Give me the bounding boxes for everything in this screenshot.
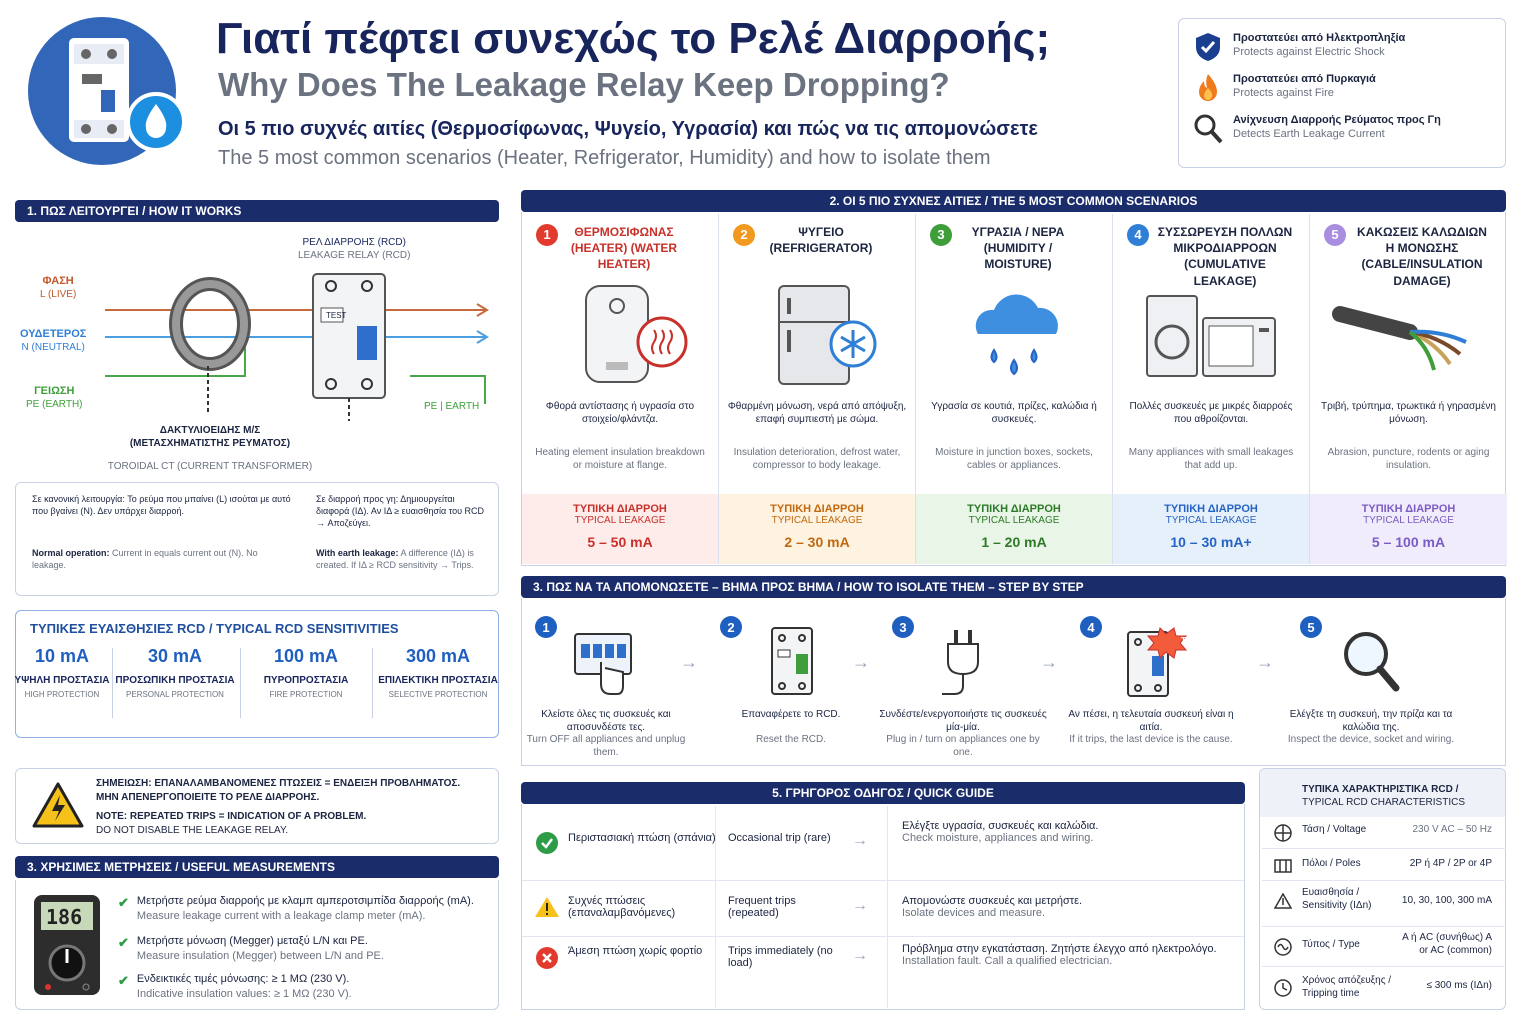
quick-guide-situation-en: Frequent trips (repeated) (728, 895, 796, 919)
earth-icon (1274, 893, 1292, 911)
characteristic-label: Πόλοι / Poles (1302, 858, 1361, 869)
characteristic-type (1262, 926, 1506, 966)
scenario-desc-gr: Υγρασία σε κουτιά, πρίζες, καλώδια ή συσκευές. (931, 401, 1097, 425)
sensitivity-value: 100 mA (273, 646, 339, 666)
scenario-desc-en: Heating element insulation breakdown or moisture at flange. (535, 447, 705, 471)
characteristic-label: Τύπος / Type (1302, 939, 1360, 950)
badge-shock-gr: Προστατεύει από Ηλεκτροπληξία (1233, 32, 1406, 44)
scenario-refrigerator (719, 214, 916, 564)
measurement-en: Measure insulation (Megger) between L/N and PE. (136, 949, 384, 962)
page-title-en: Why Does The Leakage Relay Keep Dropping? (218, 66, 950, 103)
quick-guide-row-frequent (522, 880, 1244, 936)
magnifier-icon (1193, 113, 1223, 145)
measurement-item (118, 894, 474, 924)
step-desc-en: If it trips, the last device is the cause. (1069, 734, 1233, 745)
quick-guide-situation-gr: Άμεση πτώση χωρίς φορτίο (568, 945, 703, 957)
section-how-it-works-title: 1. ΠΩΣ ΛΕΙΤΟΥΡΓΕΙ / HOW IT WORKS (15, 200, 499, 222)
scenario-cable-damage (1310, 214, 1507, 564)
warning-icon (534, 895, 560, 919)
measurement-gr: Μετρήστε ρεύμα διαρροής με κλαμπ αμπεροτσιμπίδα διαρροής (mA). (136, 895, 474, 907)
scenario-number: 4 (1127, 224, 1149, 246)
damaged-cable-icon (1310, 284, 1507, 394)
step-number: 3 (892, 616, 914, 638)
scenario-title: ΚΑΚΩΣΕΙΣ ΚΑΛΩΔΙΩΝ Η ΜΟΝΩΣΗΣ (CABLE/INSULATION DAMAGE) (1357, 225, 1487, 288)
measurement-en: Indicative insulation values: ≥ 1 MΩ (230 V). (136, 987, 352, 1000)
characteristic-label: Τάση / Voltage (1302, 824, 1367, 835)
typical-leakage (719, 494, 915, 564)
ct-label-gr1: ΔΑΚΤΥΛΙΟΕΙΔΗΣ Μ/Σ (159, 425, 261, 436)
test-label: TEST (326, 311, 347, 320)
neutral-label (20, 327, 86, 354)
badge-fire-en: Protects against Fire (1233, 87, 1334, 100)
normal-operation-en-text: Current in equals current out (N). No leakage. (32, 548, 258, 571)
rcd-reset-icon (746, 624, 836, 700)
scenario-desc-gr: Φθαρμένη μόνωση, νερά από απόψυξη, επαφή συμπιεστή με σώμα. (727, 401, 907, 425)
typical-leakage-value: 2 – 30 mA (784, 534, 850, 550)
type-icon (1274, 938, 1292, 956)
scenarios-title: 2. ΟΙ 5 ΠΙΟ ΣΥΧΝΕΣ ΑΙΤΙΕΣ / THE 5 MOST COMMON SCENARIOS (521, 190, 1506, 212)
typical-leakage-en: TYPICAL LEAKAGE (968, 515, 1060, 526)
step-desc-en: Reset the RCD. (755, 734, 827, 745)
arrow-right-icon: → (852, 652, 870, 672)
typical-leakage (1310, 494, 1507, 564)
step-number: 5 (1300, 616, 1322, 638)
quick-guide-situation-en: Trips immediately (no load) (728, 945, 833, 969)
badge-shock (1193, 31, 1491, 63)
characteristic-value: A ή AC (συνήθως) A or AC (common) (1402, 932, 1492, 956)
scenario-desc-gr: Πολλές συσκευές με μικρές διαρροές που αθροίζονται. (1129, 401, 1293, 425)
measurement-item (118, 934, 384, 964)
error-circle-icon (536, 947, 558, 969)
step-desc-en: Inspect the device, socket and wiring. (1287, 734, 1455, 745)
arrow-right-icon: → (852, 832, 868, 849)
warning-note (15, 768, 499, 844)
badge-leak-en: Detects Earth Leakage Current (1233, 128, 1385, 141)
refrigerator-icon (719, 284, 916, 394)
arrow-right-icon: → (852, 897, 868, 914)
appliances-icon (1113, 284, 1310, 394)
typical-leakage-value: 10 – 30 mA+ (1170, 534, 1252, 550)
multimeter-display: 186 (46, 905, 83, 929)
page-subtitle: Οι 5 πιο συχνές αιτίες (Θερμοσίφωνας, Ψυγείο, Υγρασία) και πώς να τις απομονώσετε (218, 118, 1038, 140)
characteristic-label: Ευαισθησία / Sensitivity (IΔn) (1302, 887, 1372, 911)
scenario-number: 5 (1324, 224, 1346, 246)
scenario-number: 2 (733, 224, 755, 246)
quick-guide-action-gr: Πρόβλημα στην εγκατάσταση. Ζητήστε έλεγχο από ηλεκτρολόγο. (902, 943, 1217, 955)
scenario-number: 3 (930, 224, 952, 246)
characteristic-tripping-time (1262, 966, 1506, 1008)
characteristic-value: 2P ή 4P / 2P or 4P (1409, 858, 1492, 869)
typical-leakage (522, 494, 718, 564)
note-en2: DO NOT DISABLE THE LEAKAGE RELAY. (96, 824, 289, 836)
earth-label (26, 384, 83, 411)
characteristic-voltage (1262, 816, 1506, 848)
check-icon: ✔ (118, 973, 129, 988)
earth-label-en: PE (EARTH) (26, 399, 83, 411)
phase-label (40, 274, 76, 301)
quick-guide-row-occasional (522, 814, 1244, 870)
step-desc-gr: Επαναφέρετε το RCD. (741, 709, 841, 720)
sensitivity-gr: ΕΠΙΛΕΚΤΙΚΗ ΠΡΟΣΤΑΣΙΑ (378, 675, 498, 686)
typical-leakage-en: TYPICAL LEAKAGE (574, 515, 666, 526)
water-heater-icon (522, 284, 719, 394)
typical-leakage-gr: ΤΥΠΙΚΗ ΔΙΑΡΡΟΗ (1164, 503, 1258, 515)
scenario-title: ΨΥΓΕΙΟ (REFRIGERATOR) (769, 225, 873, 256)
sensitivity-en: FIRE PROTECTION (269, 690, 343, 699)
quick-guide-action-en: Installation fault. Call a qualified electrician. (902, 955, 1113, 967)
note-en1: NOTE: REPEATED TRIPS = INDICATION OF A PROBLEM. (96, 811, 367, 822)
typical-leakage (1113, 494, 1309, 564)
scenario-desc-gr: Φθορά αντίστασης ή υγρασία στο στοιχείο/φλάντζα. (545, 401, 695, 425)
typical-leakage-gr: ΤΥΠΙΚΗ ΔΙΑΡΡΟΗ (1361, 503, 1456, 515)
rain-cloud-icon (916, 284, 1113, 394)
scenario-desc-en: Insulation deterioration, defrost water, compressor to body leakage. (733, 447, 901, 471)
badge-fire-gr: Προστατεύει από Πυρκαγιά (1233, 73, 1376, 85)
poles-icon (1274, 857, 1292, 875)
badge-fire (1193, 72, 1491, 104)
scenario-title: ΥΓΡΑΣΙΑ / ΝΕΡΑ (HUMIDITY / MOISTURE) (971, 225, 1065, 272)
step-desc-en: Plug in / turn on appliances one by one. (886, 734, 1040, 758)
voltage-icon (1274, 824, 1292, 842)
characteristics-title-gr: ΤΥΠΙΚΑ ΧΑΡΑΚΤΗΡΙΣΤΙΚΑ RCD / (1302, 784, 1459, 795)
characteristic-poles (1262, 848, 1506, 880)
sensitivity-en: SELECTIVE PROTECTION (388, 690, 488, 699)
earth-leakage-en-text: A difference (IΔ) is created. If IΔ ≥ RCD sensitivity → Trips. (316, 548, 474, 571)
divider (372, 648, 373, 718)
neutral-label-en: N (NEUTRAL) (21, 342, 85, 354)
header-logo (26, 16, 182, 166)
measurements-title: 3. ΧΡΗΣΙΜΕΣ ΜΕΤΡΗΣΕΙΣ / USEFUL MEASUREMENTS (15, 856, 499, 878)
shield-icon (1193, 31, 1223, 63)
typical-leakage-gr: ΤΥΠΙΚΗ ΔΙΑΡΡΟΗ (573, 503, 667, 515)
page-subtitle-en: The 5 most common scenarios (Heater, Refrigerator, Humidity) and how to isolate them (218, 147, 991, 169)
sensitivity-gr: ΥΨΗΛΗ ΠΡΟΣΤΑΣΙΑ (14, 675, 110, 686)
characteristic-sensitivity (1262, 880, 1506, 926)
scenario-water-heater (522, 214, 719, 564)
sensitivity-gr: ΠΥΡΟΠΡΟΣΤΑΣΙΑ (263, 675, 349, 686)
phase-label-en: L (LIVE) (40, 289, 77, 301)
earth-leakage-en (316, 547, 490, 571)
scenario-title: ΣΥΣΣΩΡΕΥΣΗ ΠΟΛΛΩΝ ΜΙΚΡΟΔΙΑΡΡΟΩΝ (CUMULATIVE LEAKAGE) (1157, 225, 1293, 288)
step-desc-gr: Ελέγξτε τη συσκευή, την πρίζα και τα καλώδια της. (1289, 709, 1453, 733)
sensitivity-gr: ΠΡΟΣΩΠΙΚΗ ΠΡΟΣΤΑΣΙΑ (115, 675, 235, 686)
typical-leakage-gr: ΤΥΠΙΚΗ ΔΙΑΡΡΟΗ (770, 503, 864, 515)
measurement-gr: Ενδεικτικές τιμές μόνωσης: ≥ 1 MΩ (230 V). (136, 973, 350, 985)
quick-guide-action-en: Isolate devices and measure. (902, 907, 1046, 919)
quick-guide-action-gr: Ελέγξτε υγρασία, συσκευές και καλώδια. (902, 820, 1099, 832)
sensitivity-100ma (246, 646, 366, 699)
quick-guide-situation-gr: Περιστασιακή πτώση (σπάνια) (568, 832, 716, 844)
scenario-desc-en: Abrasion, puncture, rodents or aging insulation. (1327, 447, 1490, 471)
earth-leakage-gr: Σε διαρροή προς γη: Δημιουργείται διαφορά (IΔ). Αν IΔ ≥ ευαισθησία του RCD → Αποζεύγει. (316, 494, 484, 529)
typical-leakage-en: TYPICAL LEAKAGE (1363, 515, 1454, 526)
rcd-label-gr: ΡΕΛ ΔΙΑΡΡΟΗΣ (RCD) (302, 237, 406, 248)
page-title: Γιατί πέφτει συνεχώς το Ρελέ Διαρροής; (216, 14, 1051, 63)
characteristic-value: 230 V AC – 50 Hz (1412, 824, 1492, 835)
fire-icon (1193, 72, 1223, 104)
check-icon: ✔ (118, 935, 129, 950)
clock-icon (1274, 979, 1292, 997)
characteristics-title-en: TYPICAL RCD CHARACTERISTICS (1302, 797, 1465, 808)
badge-shock-en: Protects against Electric Shock (1233, 46, 1385, 59)
scenario-desc-en: Many appliances with small leakages that add up. (1128, 447, 1294, 471)
check-icon: ✔ (118, 895, 129, 910)
magnifier-icon (1326, 624, 1416, 700)
ct-label-gr2: (ΜΕΤΑΣΧΗΜΑΤΙΣΤΗΣ ΡΕΥΜΑΤΟΣ) (129, 438, 291, 449)
arrow-right-icon: → (680, 652, 698, 672)
quick-guide-situation-gr: Συχνές πτώσεις (επαναλαμβανόμενες) (568, 895, 676, 919)
sensitivity-en: HIGH PROTECTION (24, 690, 100, 699)
characteristic-label: Χρόνος απόζευξης / Tripping time (1302, 975, 1392, 999)
typical-leakage-gr: ΤΥΠΙΚΗ ΔΙΑΡΡΟΗ (967, 503, 1061, 515)
measurement-gr: Μετρήστε μόνωση (Megger) μεταξύ L/N και PE. (136, 935, 368, 947)
step-number: 4 (1080, 616, 1102, 638)
steps-title: 3. ΠΩΣ ΝΑ ΤΑ ΑΠΟΜΟΝΩΣΕΤΕ – ΒΗΜΑ ΠΡΟΣ ΒΗΜΑ / HOW TO ISOLATE THEM – STEP BY STEP (521, 576, 1506, 598)
scenario-desc-gr: Τριβή, τρύπημα, τρωκτικά ή γηρασμένη μόνωση. (1321, 401, 1496, 425)
normal-operation-gr: Σε κανονική λειτουργία: Το ρεύμα που μπαίνει (L) ισούται με αυτό που βγαίνει (N). Δεν υπάρχει διαρροή. (32, 494, 291, 517)
scenario-desc-en: Moisture in junction boxes, sockets, cables or appliances. (935, 447, 1093, 471)
ct-label (90, 424, 330, 473)
quick-guide-row-immediate (522, 936, 1244, 1006)
quick-guide-action-en: Check moisture, appliances and wiring. (902, 832, 1094, 844)
step-number: 2 (720, 616, 742, 638)
trip-label: TRIP (1181, 636, 1200, 645)
typical-leakage-en: TYPICAL LEAKAGE (1165, 515, 1257, 526)
badge-leak-gr: Ανίχνευση Διαρροής Ρεύματος προς Γη (1233, 114, 1441, 126)
operation-explanation (15, 482, 499, 596)
power-strip-icon (561, 624, 651, 700)
step-desc-gr: Κλείστε όλες τις συσκευές και αποσυνδέστε τες. (541, 709, 671, 733)
characteristic-value: 10, 30, 100, 300 mA (1401, 895, 1492, 906)
earth-leakage-en-bold: With earth leakage: (316, 548, 399, 558)
quick-guide-title: 5. ΓΡΗΓΟΡΟΣ ΟΔΗΓΟΣ / QUICK GUIDE (521, 782, 1245, 804)
sensitivity-10ma (2, 646, 122, 699)
badge-leak (1193, 113, 1491, 145)
rcd-label (298, 236, 410, 262)
typical-leakage-value: 1 – 20 mA (981, 534, 1047, 550)
arrow-right-icon: → (1040, 652, 1058, 672)
measurement-en: Measure leakage current with a leakage clamp meter (mA). (136, 909, 426, 922)
note-gr2: ΜΗΝ ΑΠΕΝΕΡΓΟΠΟΙΕΙΤΕ ΤΟ ΡΕΛΕ ΔΙΑΡΡΟΗΣ. (96, 791, 320, 803)
note-gr1: ΣΗΜΕΙΩΣΗ: ΕΠΑΝΑΛΑΜΒΑΝΟΜΕΝΕΣ ΠΤΩΣΕΙΣ = ΕΝΔΕΙΞΗ ΠΡΟΒΛΗΜΑΤΟΣ. (96, 778, 461, 789)
rcd-label-en: LEAKAGE RELAY (RCD) (298, 250, 411, 261)
neutral-label-gr: ΟΥΔΕΤΕΡΟΣ (20, 328, 87, 340)
ct-label-en: TOROIDAL CT (CURRENT TRANSFORMER) (107, 461, 313, 472)
sensitivity-300ma (378, 646, 498, 699)
step-number: 1 (535, 616, 557, 638)
sensitivities-title: ΤΥΠΙΚΕΣ ΕΥΑΙΣΘΗΣΙΕΣ RCD / TYPICAL RCD SENSITIVITIES (30, 621, 399, 636)
quick-guide-situation-en: Occasional trip (rare) (728, 832, 831, 844)
scenario-humidity (916, 214, 1113, 564)
sensitivity-30ma (115, 646, 235, 699)
typical-leakage-value: 5 – 50 mA (587, 534, 653, 550)
step-desc-en: Turn OFF all appliances and unplug them. (526, 734, 686, 758)
sensitivity-en: PERSONAL PROTECTION (126, 690, 224, 699)
plug-icon (918, 624, 1008, 700)
divider (112, 648, 113, 718)
arrow-right-icon: → (1256, 652, 1274, 672)
normal-operation-en (32, 547, 292, 571)
scenario-number: 1 (536, 224, 558, 246)
divider (240, 648, 241, 718)
typical-leakage-en: TYPICAL LEAKAGE (771, 515, 863, 526)
warning-icon (32, 781, 84, 829)
earth-label-gr: ΓΕΙΩΣΗ (34, 385, 75, 397)
step-desc-gr: Αν πέσει, η τελευταία συσκευή είναι η αιτία. (1068, 709, 1234, 733)
quick-guide-action-gr: Απομονώστε συσκευές και μετρήστε. (902, 895, 1083, 907)
normal-operation-en-bold: Normal operation: (32, 548, 110, 558)
typical-leakage-value: 5 – 100 mA (1371, 534, 1446, 550)
sensitivity-value: 30 mA (147, 646, 203, 666)
protection-badges (1178, 18, 1506, 168)
typical-leakage (916, 494, 1112, 564)
phase-label-gr: ΦΑΣΗ (42, 275, 74, 287)
check-circle-icon (536, 832, 558, 854)
sensitivity-value: 10 mA (34, 646, 90, 666)
scenario-title: ΘΕΡΜΟΣΙΦΩΝΑΣ (HEATER) (WATER HEATER) (570, 225, 678, 272)
step-desc-gr: Συνδέστε/ενεργοποιήστε τις συσκευές μία-μία. (879, 709, 1047, 733)
scenario-cumulative (1113, 214, 1310, 564)
pe-earth-label: PE | EARTH (424, 401, 480, 412)
characteristic-value: ≤ 300 ms (IΔn) (1426, 980, 1492, 991)
sensitivity-value: 300 mA (405, 646, 471, 666)
arrow-right-icon: → (852, 947, 868, 964)
measurement-item (118, 972, 352, 1002)
